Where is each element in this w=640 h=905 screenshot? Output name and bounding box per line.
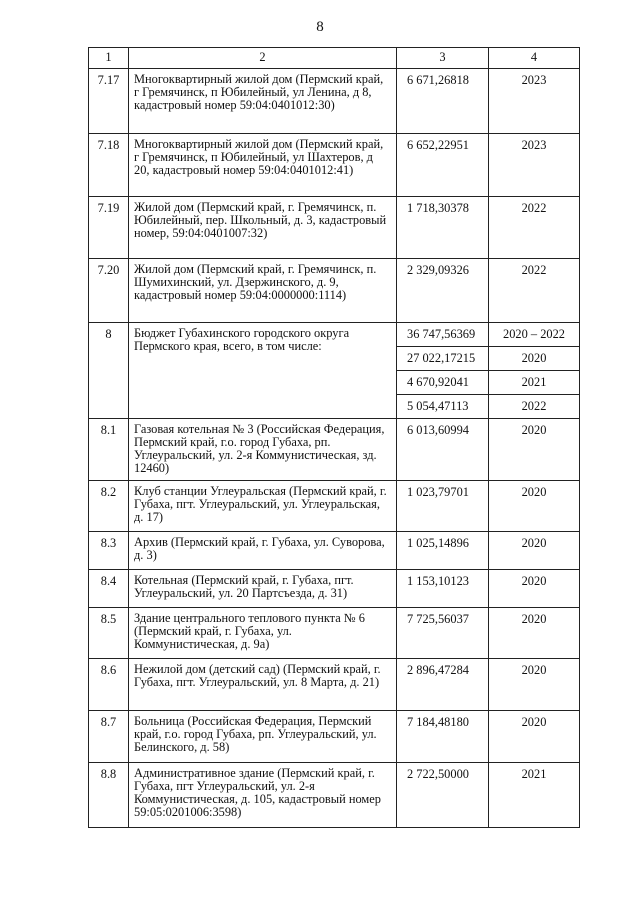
table-row <box>89 259 580 323</box>
table-row <box>89 608 580 659</box>
row-value: 7 184,48180 <box>397 711 489 763</box>
row-value: 2 329,09326 <box>397 259 489 323</box>
budget-row <box>89 323 580 347</box>
row-number: 8 <box>89 323 129 419</box>
row-description: Здание центрального теплового пункта № 6 (Пермский край, г. Губаха, ул. Коммунистическая, д. 9а) <box>129 608 397 659</box>
row-number: 8.3 <box>89 532 129 570</box>
row-year: 2022 <box>489 259 580 323</box>
row-number: 7.18 <box>89 134 129 197</box>
row-value: 6 671,26818 <box>397 69 489 134</box>
row-description: Многоквартирный жилой дом (Пермский край, г Гремячинск, п Юбилейный, ул Шахтеров, д 20, кадастровый номер 59:04:0401012:41) <box>129 134 397 197</box>
table-row <box>89 570 580 608</box>
row-description: Архив (Пермский край, г. Губаха, ул. Суворова, д. 3) <box>129 532 397 570</box>
row-year: 2020 <box>489 659 580 711</box>
row-value: 27 022,17215 <box>397 347 489 371</box>
row-description: Клуб станции Углеуральская (Пермский край, г. Губаха, пгт. Углеуральский, ул. Углеуральская, д. 17) <box>129 481 397 532</box>
objects-table <box>88 47 580 828</box>
row-number: 8.6 <box>89 659 129 711</box>
table-row <box>89 197 580 259</box>
table-row <box>89 481 580 532</box>
row-value: 6 652,22951 <box>397 134 489 197</box>
row-description: Многоквартирный жилой дом (Пермский край, г Гремячинск, п Юбилейный, ул Ленина, д 8, кадастровый номер 59:04:0401012:30) <box>129 69 397 134</box>
row-number: 8.2 <box>89 481 129 532</box>
header-cell: 1 <box>89 48 129 69</box>
row-value: 2 896,47284 <box>397 659 489 711</box>
header-cell: 4 <box>489 48 580 69</box>
table-row <box>89 532 580 570</box>
row-year: 2020 <box>489 419 580 481</box>
row-description: Административное здание (Пермский край, г. Губаха, пгт Углеуральский, ул. 2-я Коммунистическая, д. 105, кадастровый номер 59:05:0201006:3598) <box>129 763 397 828</box>
header-cell: 3 <box>397 48 489 69</box>
row-number: 8.7 <box>89 711 129 763</box>
row-year: 2020 <box>489 532 580 570</box>
row-year: 2022 <box>489 395 580 419</box>
row-number: 7.19 <box>89 197 129 259</box>
row-value: 2 722,50000 <box>397 763 489 828</box>
table-row <box>89 134 580 197</box>
row-description: Нежилой дом (детский сад) (Пермский край, г. Губаха, пгт. Углеуральский, ул. 8 Марта, д. 21) <box>129 659 397 711</box>
row-value: 1 718,30378 <box>397 197 489 259</box>
row-description: Больница (Российская Федерация, Пермский край, г.о. город Губаха, рп. Углеуральский, ул. Белинского, д. 58) <box>129 711 397 763</box>
row-year: 2021 <box>489 371 580 395</box>
row-value: 1 153,10123 <box>397 570 489 608</box>
row-description: Жилой дом (Пермский край, г. Гремячинск, п. Юбилейный, пер. Школьный, д. 3, кадастровый номер, 59:04:0401007:32) <box>129 197 397 259</box>
row-value: 5 054,47113 <box>397 395 489 419</box>
table-row <box>89 419 580 481</box>
row-year: 2021 <box>489 763 580 828</box>
row-value: 1 023,79701 <box>397 481 489 532</box>
row-value: 1 025,14896 <box>397 532 489 570</box>
row-number: 7.17 <box>89 69 129 134</box>
row-value: 7 725,56037 <box>397 608 489 659</box>
row-year: 2020 <box>489 481 580 532</box>
row-year: 2023 <box>489 69 580 134</box>
row-number: 8.5 <box>89 608 129 659</box>
row-description: Газовая котельная № 3 (Российская Федерация, Пермский край, г.о. город Губаха, рп. Углеуральский, ул. 2-я Коммунистическая, зд. 12460) <box>129 419 397 481</box>
table-row <box>89 659 580 711</box>
table-row <box>89 69 580 134</box>
row-year: 2022 <box>489 197 580 259</box>
row-year: 2020 <box>489 711 580 763</box>
row-value: 6 013,60994 <box>397 419 489 481</box>
row-value: 36 747,56369 <box>397 323 489 347</box>
table-header-row <box>89 48 580 69</box>
row-description: Котельная (Пермский край, г. Губаха, пгт. Углеуральский, ул. 20 Партсъезда, д. 31) <box>129 570 397 608</box>
row-number: 8.8 <box>89 763 129 828</box>
header-cell: 2 <box>129 48 397 69</box>
row-value: 4 670,92041 <box>397 371 489 395</box>
row-number: 8.4 <box>89 570 129 608</box>
row-year: 2020 <box>489 570 580 608</box>
table-row <box>89 711 580 763</box>
table-row <box>89 763 580 828</box>
page-number: 8 <box>316 19 324 35</box>
row-year: 2023 <box>489 134 580 197</box>
row-year: 2020 – 2022 <box>489 323 580 347</box>
row-description: Жилой дом (Пермский край, г. Гремячинск, п. Шумихинский, ул. Дзержинского, д. 9, кадастровый номер 59:04:0000000:1114) <box>129 259 397 323</box>
row-description: Бюджет Губахинского городского округа Пермского края, всего, в том числе: <box>129 323 397 419</box>
row-number: 7.20 <box>89 259 129 323</box>
row-number: 8.1 <box>89 419 129 481</box>
row-year: 2020 <box>489 608 580 659</box>
row-year: 2020 <box>489 347 580 371</box>
